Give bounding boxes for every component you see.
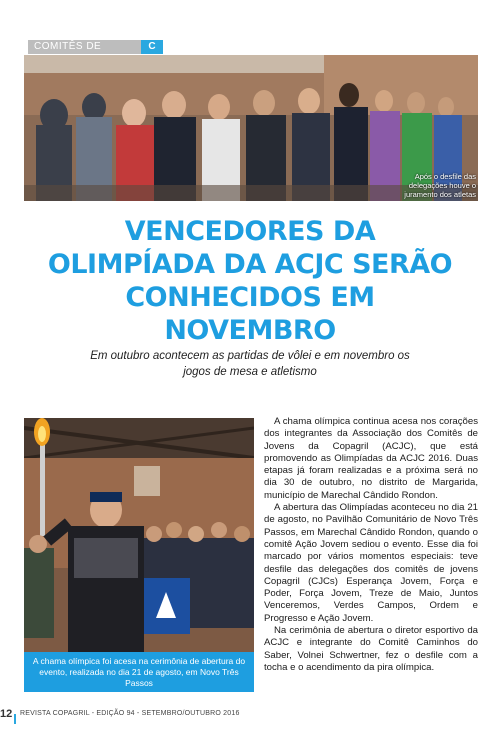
page-title: VENCEDORES DA OLIMPÍADA DA ACJC SERÃO CONHECIDOS EM NOVEMBRO <box>47 216 453 346</box>
article-subtitle: Em outubro acontecem as partidas de vôlei e em novembro os jogos de mesa e atletismo <box>90 350 410 378</box>
left-photo-caption: A chama olímpica foi acesa na cerimônia de abertura do evento, realizada no dia 21 de agosto, em Novo Três Passos <box>24 652 254 692</box>
paragraph: A abertura das Olimpíadas aconteceu no dia 21 de agosto, no Pavilhão Comunitário de Novo Três Passos, em Marechal Cândido Rondon, quando o comitê Ação Jovem sediou o evento. Esse dia foi marcado por vários momentos especiais: teve desfile das delegações dos comitês de jovens Copagril (CJCs) Esperança Jovem, Força e Poder, Força Jovem, Treze de Maio, Juntos Venceremos, Verdes Campos, Ordem e Progresso e Ação Jovem. <box>264 502 478 624</box>
top-photo-caption: Após o desfile das delegações houve o juramento dos atletas <box>404 172 476 199</box>
top-photo <box>24 55 478 201</box>
section-header <box>28 40 163 54</box>
footer-publication: REVISTA COPAGRIL - EDIÇÃO 94 - SETEMBRO/OUTUBRO 2016 <box>20 710 240 717</box>
left-photo <box>24 418 254 652</box>
article-body <box>264 416 478 674</box>
section-letter-badge: C <box>141 40 163 54</box>
page-number: 12 <box>0 708 13 720</box>
page-footer <box>0 706 500 724</box>
footer-divider <box>14 714 16 724</box>
paragraph: A chama olímpica continua acesa nos corações dos integrantes da Associação dos Comitês de Jovens da Copagril (ACJC), que está promovendo as Olimpíadas da ACJC 2016. Duas etapas já foram realizadas e a próxima será no dia 30 de outubro, no distrito de Margarida, município de Marechal Cândido Rondon. <box>264 416 478 501</box>
paragraph: Na cerimônia de abertura o diretor esportivo da ACJC e integrante do Comitê Caminhos do Saber, Volnei Schwertner, fez o desfile com a tocha e o acendimento da pira olímpica. <box>264 625 478 673</box>
section-label: COMITÊS DE <box>28 40 141 54</box>
